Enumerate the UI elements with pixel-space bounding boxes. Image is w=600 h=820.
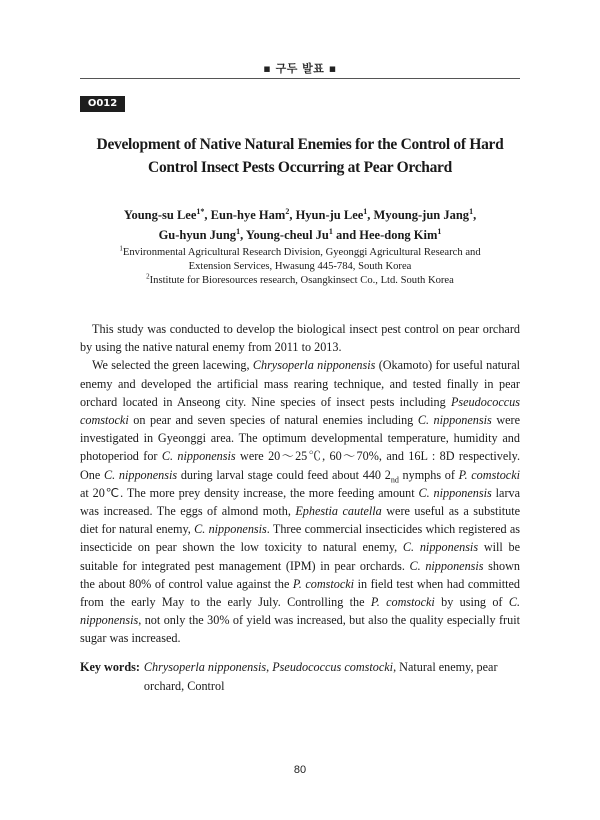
abstract-paragraph-1: This study was conducted to develop the biological insect pest control on pear orchard by using the native natural enemy from 2011 to 2013. [80,322,520,355]
author-name: Young-su Lee [123,208,197,222]
author-conjunction: and [336,228,357,242]
keyword-species: Pseudococcus comstocki [272,660,394,674]
species-name: C. nipponensis [409,558,484,573]
section-header: ▪ 구두 발표 ▪ [263,62,337,75]
species-name: P. comstocki [458,467,521,482]
text-run: by using of [434,595,509,610]
title-line-2: Control Insect Pests Occurring at Pear Orchard [148,159,452,176]
affil-mark: 1 [119,244,123,253]
text-run: We selected the green lacewing, [92,358,253,373]
author-list [80,205,520,245]
species-name: C. nipponensis [104,467,178,482]
text-run: larva was increased. The eggs of almond moth, [80,485,521,519]
affiliation-text: Institute for Bioresources research, Osangkinsect Co., Ltd. South Korea [149,275,454,286]
keywords-list [144,658,520,695]
keywords-label: Key words: [80,660,140,674]
species-name: C. nipponensis [194,522,267,537]
text-run: during larval stage could feed about 440 2 [177,467,391,482]
text-run: , not only the 30% of yield was increased, but also the quality especially fruit sugar was increased. [80,613,520,646]
title-line-1: Development of Native Natural Enemies for the Control of Hard [96,136,504,153]
text-run: on pear and seven species of natural enemies including [128,413,418,428]
affiliation-1-line-2: Extension Services, Hwasung 445-784, South Korea [188,261,412,272]
page-number: 80 [293,764,307,776]
author-line-1: Young-su Lee$^{1*}$, Eun-hye Ham$^2$, Hyun-ju Lee$^1$, Myoung-jun Jang$^1$, [123,206,477,222]
keyword-separator: , [266,660,273,674]
abstract-body [80,320,520,648]
keywords [80,658,520,695]
affiliation-1-line-1 [80,246,520,260]
author-affil-mark: 1 [363,206,368,216]
header-rule [80,78,520,79]
ordinal-subscript: nd [390,475,399,485]
species-name: Chrysoperla nipponensis [252,358,376,373]
species-name: C. nipponensis [417,413,492,428]
paper-title [80,133,520,179]
species-name: Pseudococcus comstocki [80,394,520,428]
author-name: Myoung-jun Jang [373,208,470,222]
text-run: (Okamoto) for useful natural enemy and developed the artificial mass rearing technique, and tested finally in pear orchard located in Anseong city. Nine species of insect pests including [80,358,520,409]
affiliation-2 [80,274,520,288]
species-name: C. nipponensis [402,540,479,555]
species-name: C. nipponensis [161,449,236,464]
author-name: Young-cheul Ju [245,228,329,242]
author-line-2: Gu-hyun Jung$^1$, Young-cheul Ju$^1$ and Hee-dong Kim$^1$ [158,226,442,242]
species-name: P. comstocki [370,595,435,610]
author-affil-mark: 1* [196,206,205,216]
text-run: shown the about 80% of control value against the [80,558,521,591]
text-run: were 20～25℃, 60～70%, and 16L : 8D respectively. One [80,449,520,482]
species-name: C. nipponensis [80,595,520,628]
text-run: nymphs of [398,467,459,482]
author-affil-mark: 1 [437,226,442,236]
species-name: Ephestia cautella [295,504,382,519]
author-name: Hee-dong Kim [359,228,438,242]
text-run: were investigated in Gyeonggi area. The optimum developmental temperature, humidity and photoperiod for [80,413,521,464]
author-name: Gu-hyun Jung [158,228,237,242]
author-affil-mark: 2 [285,206,290,216]
text-run: were useful as a substitute diet for natural enemy, [80,504,520,537]
author-affil-mark: 1 [236,226,241,236]
author-name: Hyun-ju Lee [295,208,364,222]
author-name: Eun-hye Ham [210,208,286,222]
keyword-species: Chrysoperla nipponensis [143,660,267,674]
species-name: C. nipponensis [418,485,492,500]
author-affil-mark: 1 [328,226,333,236]
text-run: in field test when had committed from the early May to the early July. Controlling the [80,576,520,610]
species-name: P. comstocki [292,576,355,591]
text-run: . Three commercial insecticides which registered as insecticide on pear shown the low toxicity to natural enemy, [80,522,520,555]
affil-mark: 2 [146,272,150,281]
presentation-code-badge: O012 [80,96,125,112]
author-affil-mark: 1 [469,206,474,216]
affiliations [80,246,520,288]
text-run: will be suitable for integrated pest management (IPM) in pear orchards. [80,540,521,573]
text-run: at 20℃. The more prey density increase, the more feeding amount [80,485,419,500]
abstract-paragraph-2 [80,356,520,647]
keyword-rest: , Natural enemy, pear orchard, Control [143,660,498,693]
affiliation-text: Environmental Agricultural Research Division, Gyeonggi Agricultural Research and [122,247,481,258]
